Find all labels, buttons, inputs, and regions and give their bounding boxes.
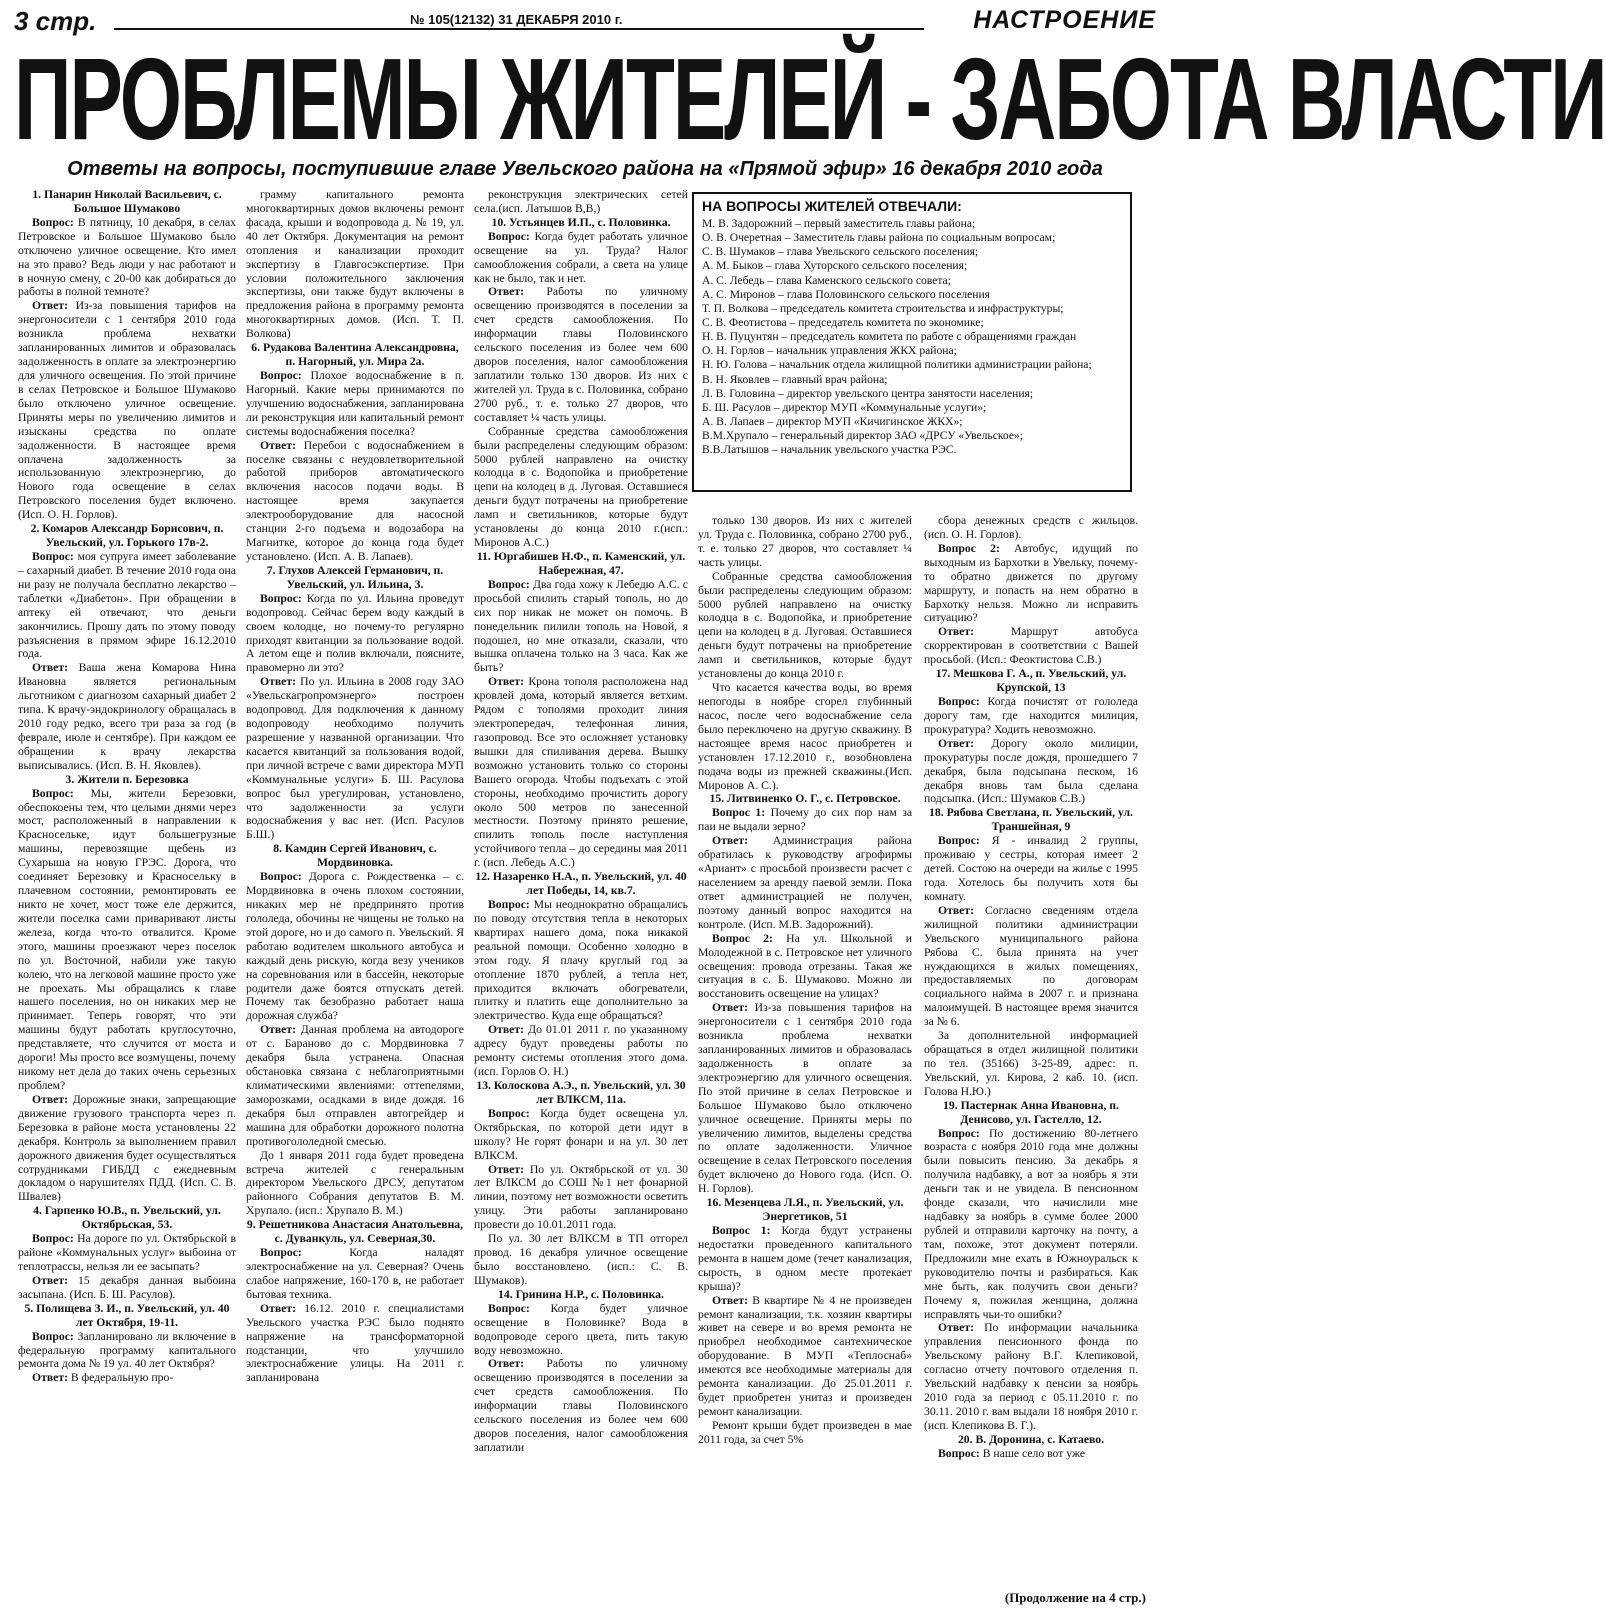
paragraph: Ответ: В федеральную про- [32, 1371, 174, 1385]
paragraph: Вопрос: Когда будет работать уличное освещение на ул. Труда? Налог самообложения собрали, а света на улице как не было, так и нет. [474, 229, 688, 285]
header-rule [114, 28, 924, 30]
official-item: С. В. Шумаков – глава Увельского сельского поселения; [702, 245, 979, 259]
paragraph: грамму капитального ремонта многоквартирных домов включены ремонт фасада, крыши и водопровода д. № 19, ул. 40 лет Октября. Документация на ремонт отопления и канализации проходит экспертизу в Главгосэкспертизе. При условии положительного заключения экспертизы, они также будут включены в предложения района в программу ремонта многоквартирных домов. (Исп. Т. П. Волкова) [246, 188, 464, 341]
paragraph: Ответ: Ваша жена Комарова Нина Ивановна является региональным льготником с диагнозом сахарный диабет 2 типа. К врачу-эндокринологу обращалась в 2010 году редко, всего три раза за год (в феврале, июле и сентябре). При каждом ее обращении к врачу лекарства выписывались. (Исп. В. Н. Яковлев). [18, 661, 236, 772]
entry-heading: 7. Глухов Алексей Германович, п. Увельский, ул. Ильина, 3. [266, 563, 444, 591]
paragraph: Ответ: По ул. Ильина в 2008 году ЗАО «Увельскагропромэнерго» построен водопровод. Для подключения к данному водопроводу необходимо получить разрешение у названной организации. Что касается квитанций за пользования водой, при личной встрече с вами директора МУП «Коммунальные услуги» Б. Ш. Расулова вопрос был урегулирован, установлено, что задолженности за услуги водоснабжения у вас нет. (Исп. Расулов Б.Ш.) [246, 675, 464, 842]
entry-heading: 1. Панарин Николай Васильевич, с. Большое Шумаково [32, 188, 222, 215]
paragraph: Вопрос 1: Когда будут устранены недостатки проведенного капитального ремонта в нашем доме (течет канализация, сырость, в одном месте протекает крыша)? [698, 1224, 912, 1293]
official-item: Т. П. Волкова – председатель комитета строительства и инфраструктуры; [702, 301, 1064, 315]
paragraph: Вопрос: Мы, жители Березовки, обеспокоены тем, что целыми днями через мост, расположенный в направлении к Красносельке, идут большегрузные машины, перевозящие щебень из Сухарыша на новую ГРЭС. Дорога, что соединяет Березовку и Красносельку в плачевном состоянии, ремонтировать ее никто не хочет, мост тоже еле держится, жители поселка сами приваривают листы железа, когда что-то отвалится. Кроме этого, машины проезжают через поселок по ул. Восточной, набили уже такую колею, что на легковой машине просто уже не проехать. Мы обращались к главе нашего поселения, но он никаких мер не принимает. Теперь говорят, что эти машины будут работать круглосуточно, представляете, что случится от моста и дороги! Мы просто все возмущены, почему никому нет дела до таких очень серьезных проблем? [18, 786, 236, 1092]
paragraph: Вопрос: Запланировано ли включение в федеральную программу капитального ремонта дома № 19 ул. 40 лет Октября? [18, 1329, 236, 1371]
paragraph: По ул. 30 лет ВЛКСМ в ТП отгорел провод. 16 декабря уличное освещение было восстановлено. (исп.: С. В. Шумаков). [474, 1232, 688, 1287]
entry-heading: 15. Литвиненко О. Г., с. Петровское. [709, 792, 901, 806]
paragraph: Вопрос 2: Автобус, идущий по выходным из Бархотки в Увельку, почему-то обратно движется по другому маршруту, и попасть на нем обратно в Бархотку нельзя. Можно ли исправить ситуацию? [924, 541, 1139, 625]
entry-heading: 18. Рябова Светлана, п. Увельский, ул. Траншейная, 9 [929, 806, 1133, 834]
paragraph: Ответ: Из-за повышения тарифов на энергоносители с 1 сентября 2010 года возникла проблема нехватки запланированных лимитов и образовалась задолженность в оплате за электроэнергию для уличного освещения. По этой причине в селах Петровское и Большое Шумаково было отключено уличное освещение. Приняты меры по увеличению лимитов, выделены средства по оплате задолженности. Уличное освещение в селах Петровского поселения будет включено до Нового года. (Исп. О. Н. Горлов). [698, 1001, 912, 1196]
entry-heading: 5. Полищева З. И., п. Увельский, ул. 40 лет Октября, 19-11. [24, 1301, 230, 1329]
paragraph: Ответ: Данная проблема на автодороге от с. Бараново до с. Мордвиновка 7 декабря была устранена. Опасная обстановка связана с неблагоприятными климатическими явлениями: оттепелями, заморозками, осадками в виде дождя. 16 декабря был отправлен автогрейдер и машина для обработки дорожного полотна противогололедной смесью. [246, 1023, 464, 1148]
column-4 [698, 514, 912, 1588]
paragraph: Вопрос 2: На ул. Школьной и Молодежной в с. Петровское нет уличного освещения: провода отрезаны. Такая же ситуация в с. Б. Шумаково. Можно ли восстановить освещение на улицах? [698, 931, 913, 1001]
column-3 [474, 188, 688, 1584]
entry-heading: 9. Решетникова Анастасия Анатольевна, с. Дуванкуль, ул. Северная,30. [246, 1218, 464, 1246]
issue-line: № 105(12132) 31 ДЕКАБРЯ 2010 г. [404, 12, 628, 27]
paragraph: Собранные средства самообложения были распределены следующим образом: 5000 рублей направлено на очистку колодца в с. Водопойка и приобретение цепи на колодец в д. Луговая. Оставшиеся деньги будут потрачены на приобретение ламп и светильников, которые будут установлены до конца 2010 г.(исп.: Миронов А.С.) [474, 424, 688, 550]
official-item: С. В. Феотистова – председатель комитета по экономике; [702, 315, 984, 329]
official-item: Н. Ю. Голова – начальник отдела жилищной политики администрации района; [702, 358, 1092, 372]
official-item: А. С. Миронов – глава Половинского сельского поселения [702, 287, 991, 301]
official-item: В.В.Латышов – начальник увельского участка РЭС. [702, 443, 957, 457]
official-item: В. Н. Яковлев – главный врач района; [702, 372, 888, 386]
paragraph: Вопрос: Плохое водоснабжение в п. Нагорный. Какие меры принимаются по улучшению водоснабжения, запланирована ли реконструкция или капитальный ремонт системы водоснабжения поселка? [246, 368, 464, 438]
officials-list [702, 217, 1122, 457]
paragraph: Ответ: Согласно сведениям отдела жилищной политики администрации Увельского муниципального района Рябова С. была принята на учет нуждающихся в жилых помещениях, предоставляемых по договорам социального найма в 2007 г. и признана малоимущей. В настоящее время значится за № 6. [924, 903, 1138, 1029]
paragraph: Вопрос: Мы неоднократно обращались по поводу отсутствия тепла в некоторых квартирах нашего дома, пока никакой реальной помощи. Особенно холодно в этом году. Я плачу круглый год за отопление 1870 рублей, а тепла нет, приходится включать обогреватели, плитку и платить еще дополнительно за электричество. Куда еще обращаться? [474, 898, 688, 1023]
entry-heading: 13. Колоскова А.Э., п. Увельский, ул. 30 лет ВЛКСМ, 11а. [476, 1079, 686, 1106]
column-1 [18, 188, 236, 1584]
rubric: НАСТРОЕНИЕ [973, 6, 1156, 34]
official-item: О. В. Очеретная – Заместитель главы района по социальным вопросам; [702, 231, 1056, 245]
paragraph: Ответ: Работы по уличному освещению производятся в поселении за счет средств самообложения. По информации главы Половинского сельского поселения из более чем 600 дворов поселения, налог самообложения заплатили только 130 дворов. Из них с жителей ул. Труда в с. Половинка, собрано 2700 руб., т. е. только 27 дворов, что составляет ¼ часть улицы. [474, 285, 688, 424]
official-item: Л. В. Головина – директор увельского центра занятости населения; [702, 386, 1034, 400]
paragraph: реконструкция электрических сетей села.(исп. Латышов В,В,) [474, 188, 688, 215]
entry-heading: 12. Назаренко Н.А., п. Увельский, ул. 40 лет Победы, 14, кв.7. [475, 870, 687, 898]
entry-heading: 8. Камдин Сергей Иванович, с. Мордвиновка. [273, 842, 437, 870]
entry-heading: 10. Устьянцев И.П., с. Половинка. [491, 215, 671, 229]
official-item: В.М.Хрупало – генеральный директор ЗАО «ДРСУ «Увельское»; [702, 429, 1023, 443]
entry-heading: 14. Гринина Н.Р., с. Половинка. [498, 1287, 664, 1301]
entry-heading: 2. Комаров Александр Борисович, п. Увельский, ул. Горького 17в-2. [30, 522, 224, 550]
continuation-note: (Продолжение на 4 стр.) [1004, 1590, 1146, 1605]
official-item: О. Н. Горлов – начальник управления ЖКХ района; [702, 344, 957, 358]
paragraph: Ответ: Дорожные знаки, запрещающие движение грузового транспорта через п. Березовка в районе моста установлены 22 декабря. Контроль за выполнением правил дорожного движения будет осуществляться сотрудниками ГИБДД с ежедневным докладом о нарушителях ПДД. (Исп. С. В. Швалев) [18, 1092, 236, 1204]
subheadline: Ответы на вопросы, поступившие главе Увельского района на «Прямой эфир» 16 декабря 2010 года [67, 158, 1103, 180]
officials-box-title: НА ВОПРОСЫ ЖИТЕЛЕЙ ОТВЕЧАЛИ: [702, 198, 962, 214]
headline: ПРОБЛЕМЫ ЖИТЕЛЕЙ - ЗАБОТА ВЛАСТИ [14, 34, 1606, 164]
column-2 [246, 188, 464, 1584]
paragraph: Ответ: Дорогу около милиции, прокуратуры после дождя, прошедшего 7 декабря, была подсыпана песком, 16 декабря вновь там была сделана подсыпка. (Исп.: Шумаков С.В.) [924, 736, 1138, 806]
paragraph: Ответ: 16.12. 2010 г. специалистами Увельского участка РЭС было поднято напряжение на трансформаторной подстанции, что улучшило электроснабжение улицы. На 2011 г. запланирована [246, 1301, 464, 1385]
paragraph: Ответ: Маршрут автобуса скорректирован в соответствии с Вашей просьбой. (Исп.: Феоктистова С.В.) [924, 625, 1138, 667]
paragraph: Вопрос: В наше село вот уже [938, 1446, 1086, 1460]
paragraph: Ответ: Перебои с водоснабжением в поселке связаны с неудовлетворительной работой приборов автоматического включения насосов подачи воды. В настоящее время закупается электрооборудование для насосной станции 2-го подъема и водозабора на Магнитке, которое до конца года будет установлено. (Исп. А. В. Лапаев). [246, 438, 464, 563]
paragraph: Что касается качества воды, во время непогоды в ноябре сгорел глубинный насос, после чего водоснабжение села было переключено на другую скважину. В настоящее время насос приобретен и установлен 17.12.2010 г., возобновлена подача воды из прежней скважины.(Исп. Миронов А. С.). [698, 681, 912, 792]
entry-heading: 19. Пастернак Анна Ивановна, п. Денисово, ул. Гастелло, 12. [943, 1098, 1119, 1126]
paragraph: Ответ: 15 декабря данная выбоина засыпана. (Исп. Б. Ш. Расулов). [18, 1273, 236, 1301]
paragraph: Вопрос: Когда будет уличное освещение в Половинке? Вода в водопроводе серого цвета, пить такую воду невозможно. [474, 1301, 688, 1357]
paragraph: сбора денежных средств с жильцов.(исп. О. Н. Горлов). [924, 514, 1138, 541]
paragraph: Вопрос: Я - инвалид 2 группы, проживаю у сестры, которая имеет 2 детей. Состою на очереди на жилье с 1995 года. Хотелось бы получить хотя бы комнату. [924, 834, 1138, 903]
entry-heading: 6. Рудакова Валентина Александровна, п. Нагорный, ул. Мира 2а. [251, 341, 459, 369]
paragraph: Собранные средства самообложения были распределены следующим образом: 5000 рублей направлено на очистку колодца в с. Водопойка, и приобретение цепи на колодец в д. Луговая. Оставшиеся деньги будут потрачены на приобретение ламп и светильников, которые будут установлены до конца 2010 г. [698, 569, 912, 681]
paragraph: Вопрос: моя супруга имеет заболевание – сахарный диабет. В течение 2010 года она ни разу не получала бесплатно лекарство – таблетки «Диабетон». При обращении в аптеку ей отвечают, что деньги закончились. Прошу дать по этому поводу разъяснения в прямом эфире 16.12.2010 года. [18, 549, 236, 661]
paragraph: Вопрос: По достижению 80-летнего возраста с ноября 2010 года мне должны были повысить пенсию. За декабрь я получила надбавку, а вот за ноябрь я эти деньги так и не увидела. В пенсионном фонде сказали, что начислили мне надбавку за ноябрь в сумме более 2000 рублей и отправили карточку на почту, а там, похоже, этот документ потеряли. Предложили мне ехать в Южноуральск к руководителю почты и разбираться. Как мне быть, как получить свои деньги? Почему я, пожилая женщина, должна исправлять чьи-то ошибки? [924, 1126, 1138, 1321]
paragraph: Ответ: По информации начальника управления пенсионного фонда по Увельскому району В.Г. Клепиковой, согласно отчету почтового отделения п. Увельский надбавку к пенсии за ноябрь 2010 года за период с 05.11.2010 г. по 30.11. 2010 г. вам выдали 18 ноября 2010 г. (исп. Клепикова В. Г.). [924, 1321, 1138, 1432]
entry-heading: 3. Жители п. Березовка [65, 772, 189, 786]
paragraph: Вопрос: Два года хожу к Лебедю А.С. с просьбой спилить старый тополь, но до сих пор никак не может он помочь. В понедельник пилили тополь на Новой, я подошел, но мне отказали, сказали, что вышка оплачена только на 3 часа. Как же быть? [474, 577, 688, 675]
paragraph: До 1 января 2011 года будет проведена встреча жителей с генеральным директором Увельского ДРСУ, депутатом районного Собрания депутатов В. М. Хрупало. (исп.: Хрупало В. М.) [246, 1148, 464, 1218]
paragraph: Ответ: Из-за повышения тарифов на энергоносители с 1 сентября 2010 года возникла проблема нехватки запланированных лимитов и образовалась задолженность в оплате за электроэнергию для уличного освещения. По этой причине в селах Петровское и Большое Шумаково было отключено уличное освещение. Приняты меры по увеличению лимитов и изысканы средства по оплате задолженности. В настоящее время оплачена задолженность за использованную электроэнергию, до Нового года освещение в селах Петровского поселения будет включено. (Исп. О. Н. Горлов). [18, 299, 236, 522]
paragraph: только 130 дворов. Из них с жителей ул. Труда с. Половинка, собрано 2700 руб., т. е. только 27 дворов, что составляет ¼ часть улицы. [698, 514, 912, 569]
page-number: 3 стр. [14, 6, 97, 36]
paragraph: Вопрос 1: Почему до сих пор нам за паи не выдали зерно? [698, 806, 913, 834]
paragraph: За дополнительной информацией обращаться в отдел жилищной политики по тел. (35166) 3-25-89, адрес: п. Увельский, ул. Кирова, 2 каб. 10. (исп. Голова Н.Ю.) [924, 1029, 1138, 1098]
entry-heading: 16. Мезенцева Л.Я., п. Увельский, ул. Энергетиков, 51 [706, 1196, 904, 1224]
paragraph: Вопрос: На дороге по ул. Октябрьской в районе «Коммунальных услуг» выбоина от теплотрассы, нельзя ли ее засыпать? [18, 1232, 236, 1273]
paragraph: Ремонт крыши будет произведен в мае 2011 года, за счет 5% [698, 1418, 912, 1446]
paragraph: Вопрос: Дорога с. Рождественка – с. Мордвиновка в очень плохом состоянии, никаких мер не предпринято против гололеда, обочины не чищены не только на этой дороге, но и до самого п. Увельский. Я работаю водителем школьного автобуса и каждый день рискую, когда везу учеников на соревнования или в бассейн, некоторые родители даже боятся отпускать детей. Почему так безобразно работает наша дорожная служба? [246, 870, 464, 1023]
paragraph: Вопрос: Когда наладят электроснабжение на ул. Северная? Очень слабое напряжение, 160-170 в, не работает бытовая техника. [246, 1246, 464, 1301]
paragraph: Вопрос: Когда по ул. Ильина проведут водопровод. Сейчас берем воду каждый в своем колодце, но почему-то регулярно приходят квитанции за пользование водой. А летом еще и полив включали, поясните, правомерно ли это? [246, 591, 464, 675]
entry-heading: 11. Юргабишев Н.Ф., п. Каменский, ул. Набережная, 47. [476, 549, 686, 577]
paragraph: Ответ: До 01.01 2011 г. по указанному адресу будут проведены работы по ремонту системы отопления этого дома.(исп. Горлов О. Н.) [474, 1023, 688, 1079]
paragraph: Ответ: В квартире № 4 не произведен ремонт канализации, т.к. хозяин квартиры живет на севере и во время ремонта не приобрел необходимое сантехническое оборудование. В МУП «Теплоснаб» имеются все необходимые материалы для ремонта канализации. До 25.01.2011 г. будет приобретен унитаз и произведен ремонт канализации. [698, 1293, 912, 1418]
official-item: Н. В. Пуцунтян – председатель комитета по работе с обращениями граждан [702, 330, 1077, 344]
paragraph: Вопрос: Когда почистят от гололеда дорогу там, где находится милиция, прокуратура? Ходить невозможно. [924, 694, 1138, 736]
newspaper-page [14, 6, 1606, 1606]
paragraph: Ответ: Администрация района обратилась к руководству агрофирмы «Ариант» с просьбой произвести расчет с населением за аренду паевой земли. Пока ответ администрацией не получен, поэтому данный вопрос находится на контроле. (Исп. М.В. Задорожний). [698, 834, 912, 931]
column-5 [924, 514, 1138, 1588]
paragraph: Вопрос: Когда будет освещена ул. Октябрьская, по которой дети идут в школу? Не горят фонари и на ул. 30 лет ВЛКСМ. [474, 1106, 688, 1162]
entry-heading: 17. Мешкова Г. А., п. Увельский, ул. Крупской, 13 [935, 667, 1127, 695]
entry-heading: 20. В. Доронина, с. Катаево. [957, 1432, 1105, 1446]
official-item: А. С. Лебедь – глава Каменского сельского совета; [702, 273, 951, 287]
officials-box [692, 192, 1132, 492]
official-item: М. В. Задорожний – первый заместитель главы района; [702, 217, 976, 230]
official-item: А. В. Лапаев – директор МУП «Кичигинское ЖКХ»; [702, 414, 963, 428]
paragraph: Ответ: По ул. Октябрьской от ул. 30 лет ВЛКСМ до СОШ №1 нет фонарной линии, поэтому нет возможности осветить улицу. Эти работы запланировано провести до 10.01.2011 года. [474, 1162, 688, 1232]
paragraph: Ответ: Работы по уличному освещению производятся в поселении за счет средств самообложения. По информации главы Половинского сельского поселения из более чем 600 дворов поселения, налог самообложения заплатили [474, 1357, 688, 1454]
official-item: А. М. Быков – глава Хуторского сельского поселения; [702, 259, 968, 273]
paragraph: Ответ: Крона тополя расположена над кровлей дома, который является ветхим. Рядом с тополями проходит линия электропередач, телефонная линия, газопровод. Все это осложняет установку вышки для спиливания дерева. Вышку возможно установить только со стороны Вашего огорода. Чтобы подъехать с этой стороны, необходимо прочистить дорогу около 500 метров по занесенной местности. Поэтому принято решение, спилить тополь после наступления устойчивого тепла – до середины мая 2011 г. (исп. Лебедь А.С.) [474, 675, 688, 870]
entry-heading: 4. Гарпенко Ю.В., п. Увельский, ул. Октябрьская, 53. [33, 1204, 221, 1232]
official-item: Б. Ш. Расулов – директор МУП «Коммунальные услуги»; [702, 400, 987, 414]
paragraph: Вопрос: В пятницу, 10 декабря, в селах Петровское и Большое Шумаково было отключено уличное освещение. Кто имел на это право? Ведь люди у нас работают и в ночную смену, с 20-00 как добираться до работы в полной темноте? [18, 215, 236, 299]
